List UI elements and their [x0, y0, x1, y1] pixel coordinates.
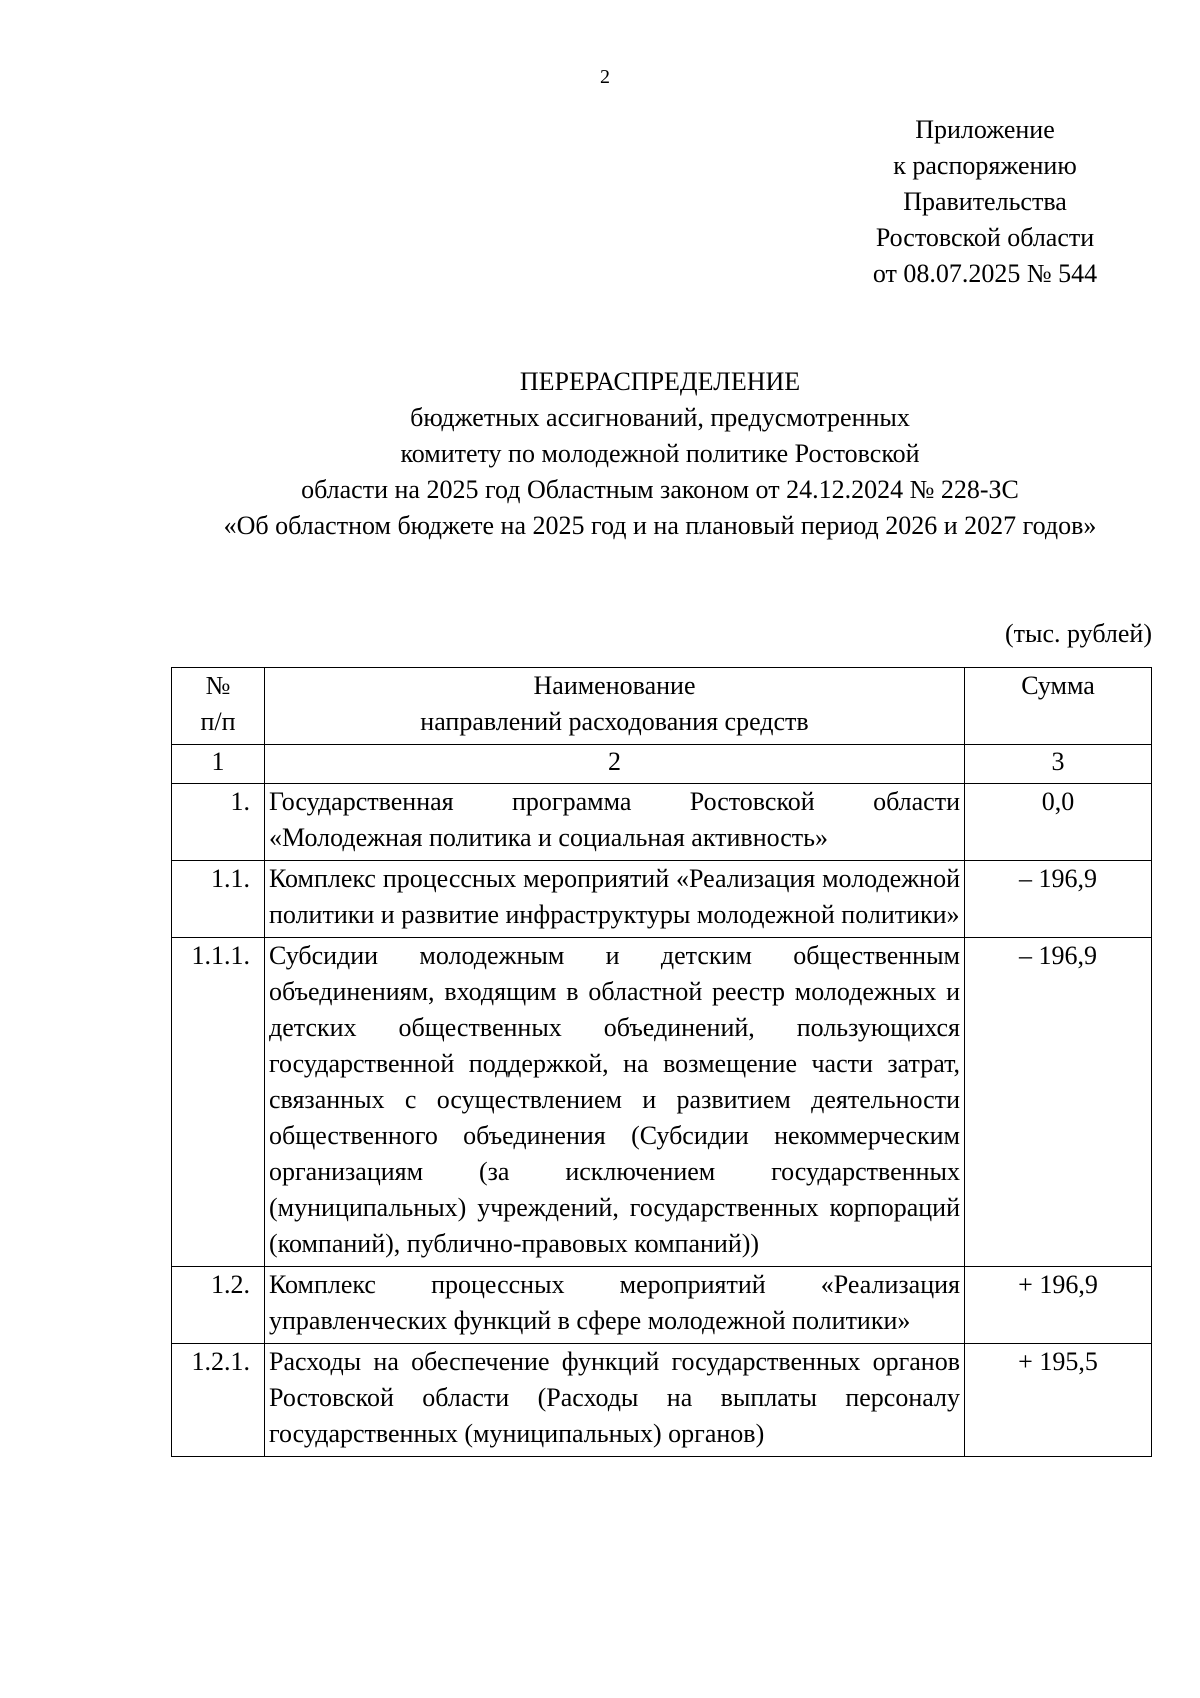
row-sum: – 196,9 — [965, 938, 1152, 1267]
header-name — [265, 668, 965, 745]
column-index-cell: 1 — [172, 745, 265, 784]
header-name-line1: Наименование — [533, 671, 696, 700]
row-name: Комплекс процессных мероприятий «Реализация молодежной политики и развитие инфраструктуры молодежной политики» — [265, 861, 965, 938]
row-number-text: 1.1.1. — [191, 941, 250, 970]
column-index-row — [172, 745, 1152, 784]
document-title — [60, 364, 1200, 544]
annex-line: к распоряжению — [893, 151, 1077, 180]
table-row — [172, 1267, 1152, 1344]
annex-line: от 08.07.2025 № 544 — [872, 259, 1098, 288]
title-line: «Об областном бюджете на 2025 год и на плановый период 2026 и 2027 годов» — [223, 511, 1097, 540]
table-header-row — [172, 668, 1152, 745]
row-number — [172, 938, 265, 1267]
row-sum: – 196,9 — [965, 861, 1152, 938]
row-name: Расходы на обеспечение функций государственных органов Ростовской области (Расходы на выплаты персоналу государственных (муниципальных) органов) — [265, 1344, 965, 1457]
row-number — [172, 784, 265, 861]
row-number-text: 1.2.1. — [191, 1347, 250, 1376]
page-number: 2 — [600, 66, 610, 88]
row-sum: + 196,9 — [965, 1267, 1152, 1344]
row-number-text: 1. — [230, 787, 250, 816]
row-name: Комплекс процессных мероприятий «Реализация управленческих функций в сфере молодежной политики» — [265, 1267, 965, 1344]
title-line: комитету по молодежной политике Ростовской — [400, 439, 920, 468]
row-name: Субсидии молодежным и детским общественным объединениям, входящим в областной реестр молодежных и детских общественных объединений, пользующихся государственной поддержкой, на возмещение части затрат, связанных с осуществлением и развитием деятельности общественного объединения (Субсидии некоммерческим организациям (за исключением государственных (муниципальных) учреждений, государственных корпораций (компаний), публично-правовых компаний)) — [265, 938, 965, 1267]
annex-line: Ростовской области — [875, 223, 1095, 252]
row-number — [172, 861, 265, 938]
unit-note: (тыс. рублей) — [1004, 619, 1152, 648]
annex-block — [760, 112, 1200, 292]
header-num — [172, 668, 265, 745]
annex-line: Приложение — [915, 115, 1055, 144]
column-index-cell: 2 — [265, 745, 965, 784]
header-num-line1: № — [205, 671, 231, 700]
table-row — [172, 784, 1152, 861]
title-line: области на 2025 год Областным законом от 24.12.2024 № 228-ЗС — [301, 475, 1019, 504]
column-index-cell: 3 — [965, 745, 1152, 784]
header-sum-label: Сумма — [1021, 671, 1095, 700]
title-heading: ПЕРЕРАСПРЕДЕЛЕНИЕ — [519, 367, 801, 396]
table-row — [172, 938, 1152, 1267]
table-row — [172, 1344, 1152, 1457]
row-number — [172, 1344, 265, 1457]
row-name: Государственная программа Ростовской области «Молодежная политика и социальная активность» — [265, 784, 965, 861]
table-row — [172, 861, 1152, 938]
row-sum: 0,0 — [965, 784, 1152, 861]
title-line: бюджетных ассигнований, предусмотренных — [410, 403, 910, 432]
header-sum — [965, 668, 1152, 745]
annex-line: Правительства — [903, 187, 1067, 216]
row-number-text: 1.2. — [211, 1270, 250, 1299]
header-name-line2: направлений расходования средств — [420, 707, 809, 736]
row-number-text: 1.1. — [211, 864, 250, 893]
row-number — [172, 1267, 265, 1344]
header-num-line2: п/п — [200, 707, 236, 736]
budget-table — [171, 667, 1152, 1457]
row-sum: + 195,5 — [965, 1344, 1152, 1457]
